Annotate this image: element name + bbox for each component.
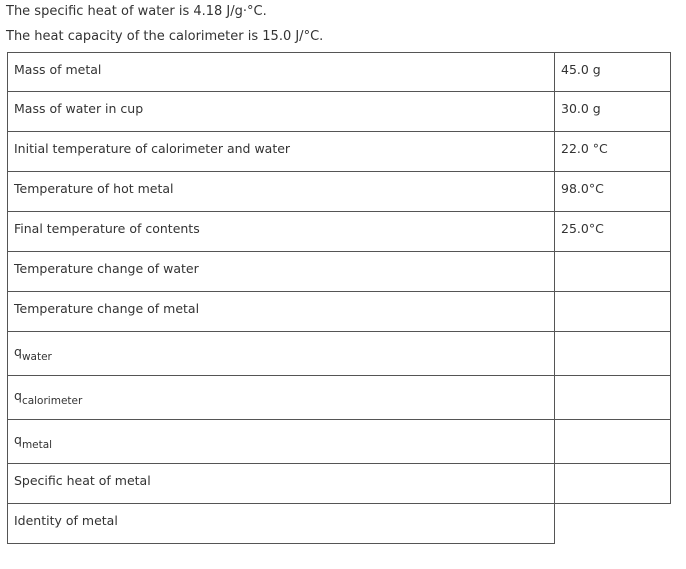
- q-symbol: q: [14, 388, 22, 403]
- row-label: [7, 332, 555, 376]
- row-label: Temperature change of water: [7, 252, 555, 292]
- row-label: Temperature of hot metal: [7, 172, 555, 212]
- row-label: Identity of metal: [7, 504, 555, 544]
- q-subscript: calorimeter: [21, 395, 83, 407]
- row-label: Final temperature of contents: [7, 212, 555, 252]
- q-subscript: water: [21, 351, 52, 363]
- q-symbol: q: [14, 432, 22, 447]
- row-label: [7, 420, 555, 464]
- row-value-input[interactable]: [555, 420, 671, 464]
- row-value: 25.0°C: [555, 212, 671, 252]
- intro-heat-capacity: The heat capacity of the calorimeter is 15.0 J/°C.: [6, 29, 324, 44]
- q-symbol: q: [14, 344, 22, 359]
- row-label: Temperature change of metal: [7, 292, 555, 332]
- row-value: 98.0°C: [555, 172, 671, 212]
- row-label: [7, 376, 555, 420]
- row-value: 22.0 °C: [555, 132, 671, 172]
- row-value: 45.0 g: [555, 52, 671, 92]
- row-value-input[interactable]: [555, 464, 671, 504]
- row-value: 30.0 g: [555, 92, 671, 132]
- row-label: Mass of metal: [7, 52, 555, 92]
- row-value-input[interactable]: [555, 292, 671, 332]
- row-label: Specific heat of metal: [7, 464, 555, 504]
- intro-specific-heat: The specific heat of water is 4.18 J/g·°C.: [6, 4, 267, 19]
- row-label: Initial temperature of calorimeter and water: [7, 132, 555, 172]
- row-value-input[interactable]: [555, 332, 671, 376]
- q-subscript: metal: [21, 439, 53, 451]
- row-label: Mass of water in cup: [7, 92, 555, 132]
- row-value-input[interactable]: [555, 252, 671, 292]
- row-value-input[interactable]: [555, 376, 671, 420]
